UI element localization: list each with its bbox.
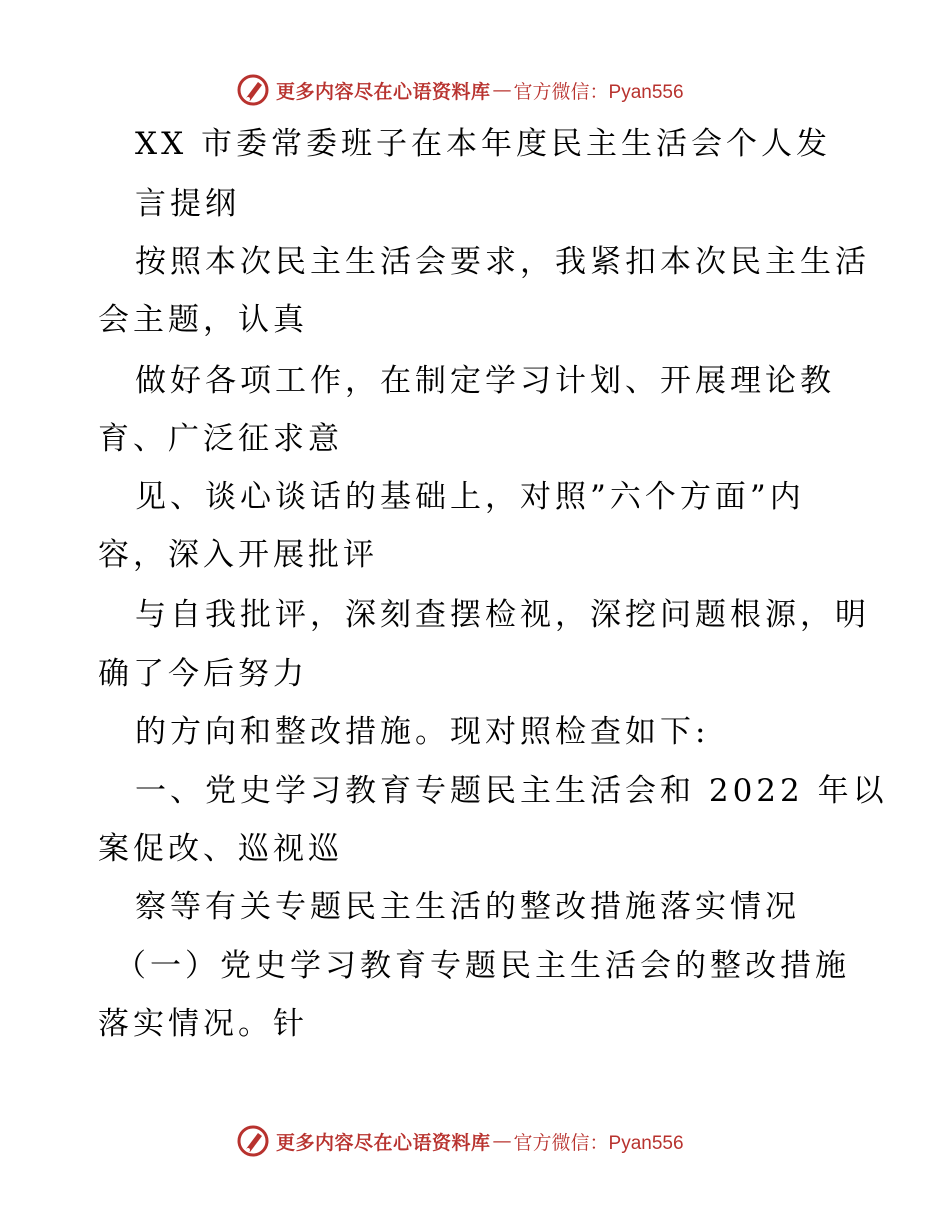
banner-brand: 更多内容尽在心语资料库 (276, 1131, 491, 1154)
pen-logo-icon (236, 73, 270, 107)
pen-logo-icon (236, 1124, 270, 1158)
text-line: 察等有关专题民主生活的整改措施落实情况 (135, 889, 800, 925)
banner-contact: 官方微信：Pyan556 (513, 1132, 684, 1154)
text-line: 确了今后努力 (98, 656, 308, 692)
banner-separator: — (492, 1130, 512, 1152)
text-line: 落实情况。针 (98, 1006, 308, 1042)
header-banner (236, 72, 684, 108)
text-line: 按照本次民主生活会要求，我紧扣本次民主生活 (135, 244, 870, 280)
text-line: XX 市委常委班子在本年度民主生活会个人发 (135, 126, 831, 162)
banner-brand: 更多内容尽在心语资料库 (276, 80, 491, 103)
text-line: 见、谈心谈话的基础上，对照”六个方面”内 (135, 479, 805, 515)
text-line: 与自我批评，深刻查摆检视，深挖问题根源，明 (135, 597, 870, 633)
text-line: 做好各项工作，在制定学习计划、开展理论教 (135, 363, 835, 399)
footer-banner (236, 1123, 684, 1159)
text-line: 的方向和整改措施。现对照检查如下: (135, 714, 710, 750)
text-line: 容，深入开展批评 (98, 537, 378, 573)
text-line: 案促改、巡视巡 (98, 831, 343, 867)
banner-separator: — (492, 79, 512, 101)
text-line: （一）党史学习教育专题民主生活会的整改措施 (115, 948, 850, 984)
text-line: 一、党史学习教育专题民主生活会和 2022 年以 (135, 773, 888, 809)
banner-contact: 官方微信：Pyan556 (513, 81, 684, 103)
text-line: 会主题，认真 (98, 302, 308, 338)
text-line: 言提纲 (135, 186, 240, 222)
text-line: 育、广泛征求意 (98, 421, 343, 457)
